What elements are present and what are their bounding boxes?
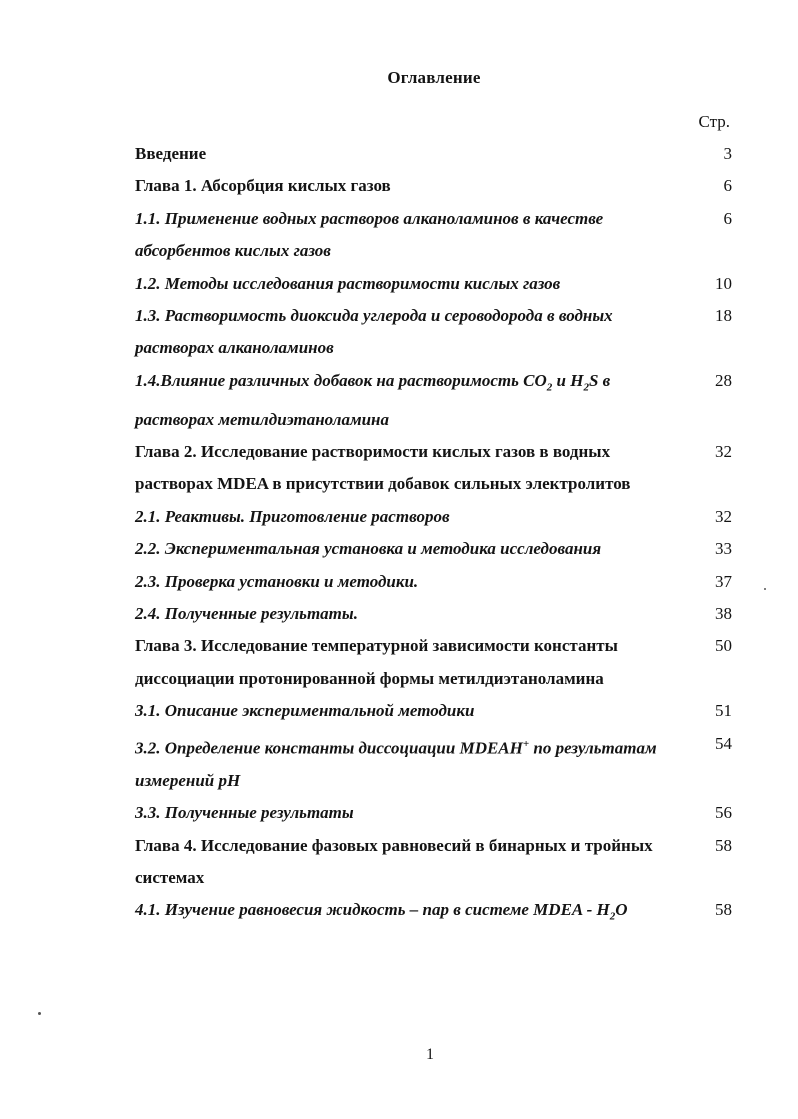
toc-entry-page: 54 bbox=[715, 733, 732, 753]
toc-entry-page: 32 bbox=[715, 442, 732, 462]
toc-entry-section-1-2 bbox=[135, 268, 732, 300]
toc-entry-page: 58 bbox=[715, 900, 732, 920]
toc-entry-text: 3.1. Описание экспериментальной методики bbox=[135, 701, 475, 721]
toc-entry-page: 6 bbox=[723, 176, 732, 196]
toc-entry-text: Глава 4. Исследование фазовых равновесий в бинарных и тройных системах bbox=[135, 835, 653, 887]
toc-entry-text: 1.2. Методы исследования растворимости кислых газов bbox=[135, 273, 561, 293]
toc-entry-section-3-2 bbox=[135, 728, 732, 797]
toc-entry-page: 37 bbox=[715, 571, 732, 591]
page-number: 1 bbox=[426, 1046, 434, 1063]
toc-entry-section-1-4 bbox=[135, 365, 732, 436]
toc-entry-section-2-4 bbox=[135, 598, 732, 630]
toc-entry-page: 33 bbox=[715, 539, 732, 559]
toc-entry-section-2-2 bbox=[135, 533, 732, 565]
toc-entry-introduction bbox=[135, 138, 732, 170]
toc-entry-chapter-3 bbox=[135, 630, 732, 695]
toc-entry-page: 38 bbox=[715, 604, 732, 624]
toc-entry-section-2-1 bbox=[135, 501, 732, 533]
toc-entry-section-3-3 bbox=[135, 797, 732, 829]
toc-entry-text: 2.1. Реактивы. Приготовление растворов bbox=[135, 506, 450, 526]
toc-entry-text: 1.1. Применение водных растворов алканоламинов в качестве абсорбентов кислых газов bbox=[135, 208, 604, 261]
page-column-label: Стр. bbox=[698, 112, 730, 131]
toc-entry-chapter-1 bbox=[135, 170, 732, 202]
toc-entry-page: 50 bbox=[715, 636, 732, 656]
toc-entry-section-4-1 bbox=[135, 894, 732, 933]
toc-entry-text: 1.3. Растворимость диоксида углерода и сероводорода в водных растворах алканоламинов bbox=[135, 306, 613, 358]
toc-entry-section-3-1 bbox=[135, 695, 732, 727]
toc-entry-text: 2.3. Проверка установки и методики. bbox=[135, 571, 419, 591]
toc-entry-text: 1.4.Влияние различных добавок на растворимость $CO_2$ и $H_2S$ в растворах метилдиэтаноламина bbox=[135, 370, 611, 429]
table-of-contents bbox=[135, 138, 732, 933]
toc-entry-section-2-3 bbox=[135, 566, 732, 598]
toc-entry-text: Глава 3. Исследование температурной зависимости константы диссоциации протонированной формы метилдиэтаноламина bbox=[135, 636, 618, 688]
page-title: Оглавление bbox=[387, 68, 481, 87]
toc-entry-text: Глава 1. Абсорбция кислых газов bbox=[135, 176, 391, 196]
toc-entry-text: 3.2. Определение константы диссоциации MDEAH+ по результатам измерений pH bbox=[135, 737, 657, 790]
toc-entry-text: 2.4. Полученные результаты. bbox=[135, 604, 358, 624]
toc-entry-page: 32 bbox=[715, 506, 732, 526]
toc-entry-text: 4.1. Изучение равновесия жидкость – пар в системе MDEA - $H_2O$ bbox=[135, 900, 628, 923]
scan-speck bbox=[38, 1012, 41, 1015]
toc-entry-page: 6 bbox=[723, 208, 732, 228]
toc-entry-text: Введение bbox=[135, 144, 207, 163]
toc-entry-text: Глава 2. Исследование растворимости кислых газов в водных растворах MDEA в присутствии добавок сильных электролитов bbox=[135, 442, 631, 494]
scan-speck bbox=[764, 588, 766, 590]
toc-entry-chapter-2 bbox=[135, 436, 732, 501]
toc-entry-text: 2.2. Экспериментальная установка и методика исследования bbox=[135, 539, 602, 559]
toc-entry-section-1-3 bbox=[135, 300, 732, 365]
toc-entry-page: 51 bbox=[715, 701, 732, 721]
toc-entry-page: 28 bbox=[715, 370, 732, 390]
toc-entry-text: 3.3. Полученные результаты bbox=[135, 803, 354, 823]
toc-entry-page: 18 bbox=[715, 306, 732, 326]
toc-entry-page: 56 bbox=[715, 803, 732, 823]
toc-entry-section-1-1 bbox=[135, 203, 732, 268]
toc-entry-page: 58 bbox=[715, 835, 732, 855]
toc-entry-page: 3 bbox=[723, 144, 732, 163]
toc-entry-page: 10 bbox=[715, 273, 732, 293]
toc-entry-chapter-4 bbox=[135, 830, 732, 895]
